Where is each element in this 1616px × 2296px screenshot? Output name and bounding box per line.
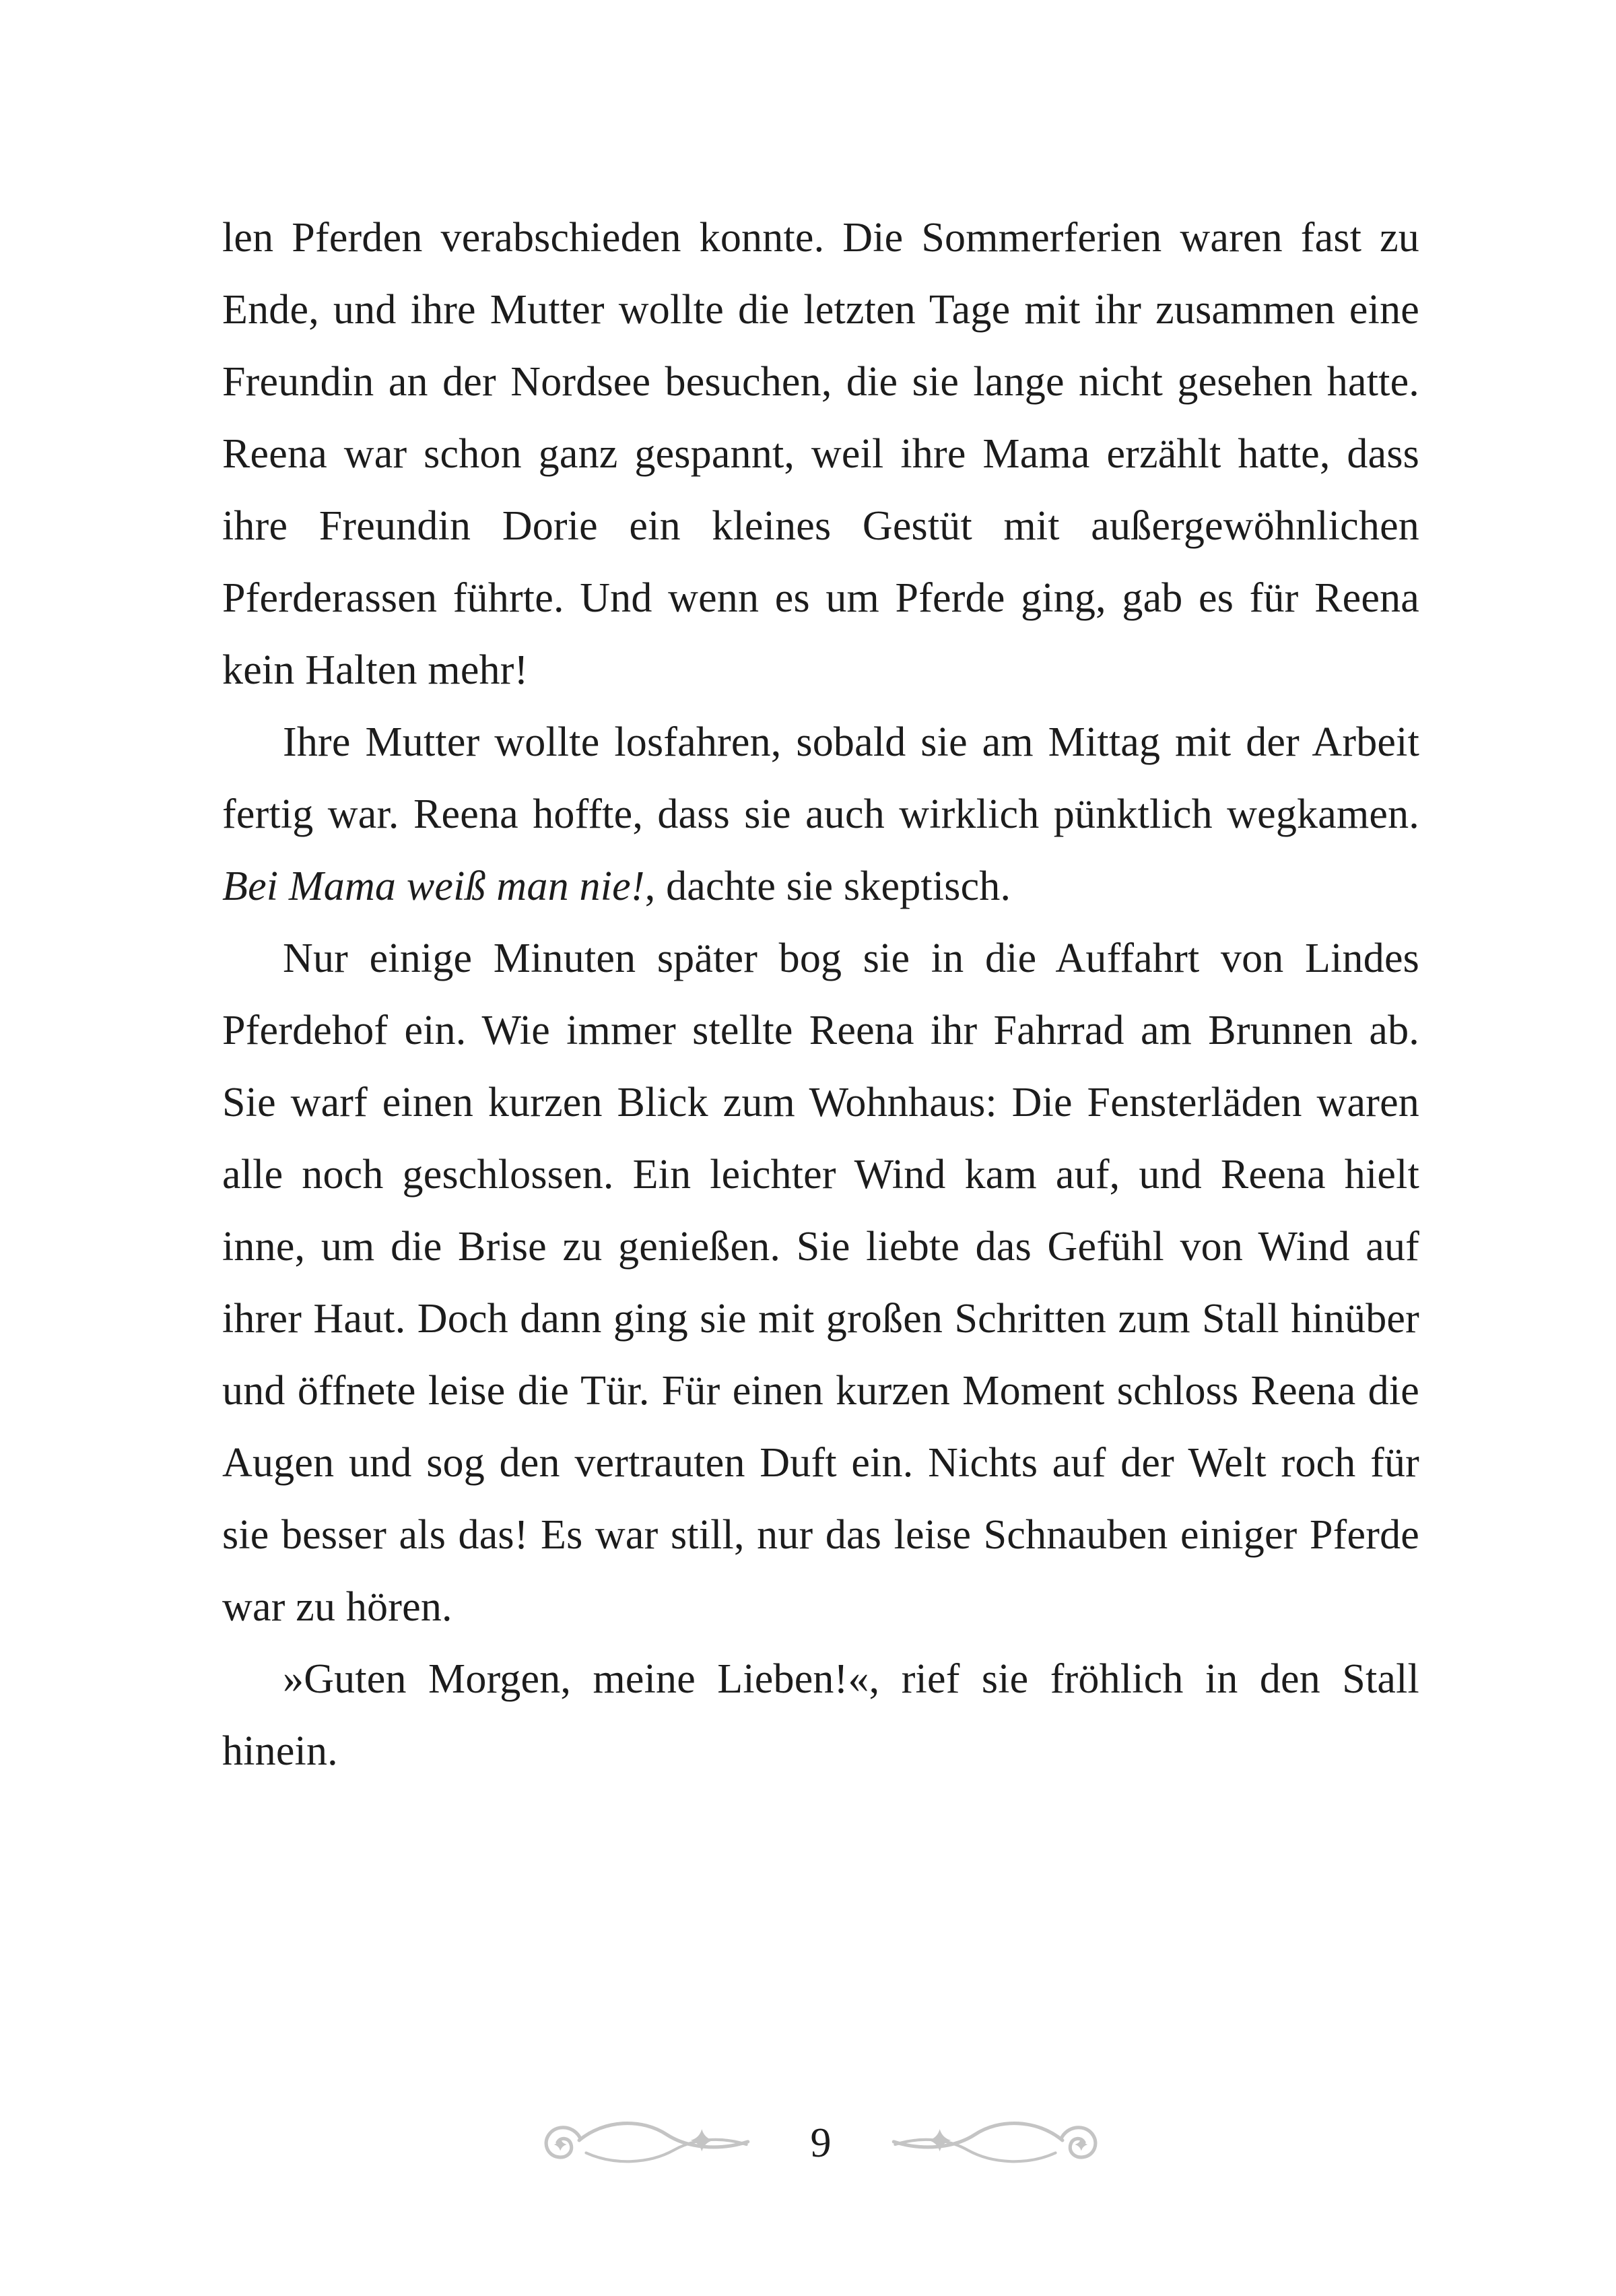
paragraph (222, 202, 1419, 707)
page-footer (222, 2108, 1419, 2178)
text-segment: , dachte sie skeptisch. (644, 863, 1011, 909)
text-segment: Nur einige Minuten später bog sie in die Auffahrt von Lindes Pferdehof ein. Wie immer stellte Reena ihr Fahrrad am Brunnen ab. Sie warf einen kurzen Blick zum Wohnhaus: Die Fensterläden waren alle noch geschlossen. Ein leichter Wind kam auf, und Reena hielt inne, um die Brise zu genießen. Sie liebte das Gefühl von Wind auf ihrer Haut. Doch dann ging sie mit großen Schritten zum Stall hinüber und öffnete leise die Tür. Für einen kurzen Moment schloss Reena die Augen und sog den vertrauten Duft ein. Nichts auf der Welt roch für sie besser als das! Es war still, nur das leise Schnauben einiger Pferde war zu hören. (222, 936, 1419, 1630)
paragraph (222, 1643, 1419, 1787)
page-number: 9 (810, 2120, 832, 2166)
text-segment: len Pferden verabschieden konnte. Die Sommerferien waren fast zu Ende, und ihre Mutter wollte die letzten Tage mit ihr zusammen eine Freundin an der Nordsee besuchen, die sie lange nicht gesehen hatte. Reena war schon ganz gespannt, weil ihre Mama erzählt hatte, dass ihre Freundin Dorie ein kleines Gestüt mit außergewöhnlichen Pferderassen führte. Und wenn es um Pferde ging, gab es für Reena kein Halten mehr! (222, 215, 1419, 693)
text-segment: Bei Mama weiß man nie! (222, 863, 645, 909)
page-text (222, 202, 1419, 1787)
paragraph (222, 923, 1419, 1643)
text-segment: »Guten Morgen, meine Lieben!«, rief sie fröhlich in den Stall hinein. (222, 1656, 1419, 1774)
text-segment: Ihre Mutter wollte losfahren, sobald sie am Mittag mit der Arbeit fertig war. Reena hoffte, dass sie auch wirklich pünktlich wegkamen. (222, 719, 1419, 837)
flourish-left-icon (537, 2108, 774, 2178)
flourish-right-icon (867, 2108, 1104, 2178)
paragraph (222, 707, 1419, 923)
